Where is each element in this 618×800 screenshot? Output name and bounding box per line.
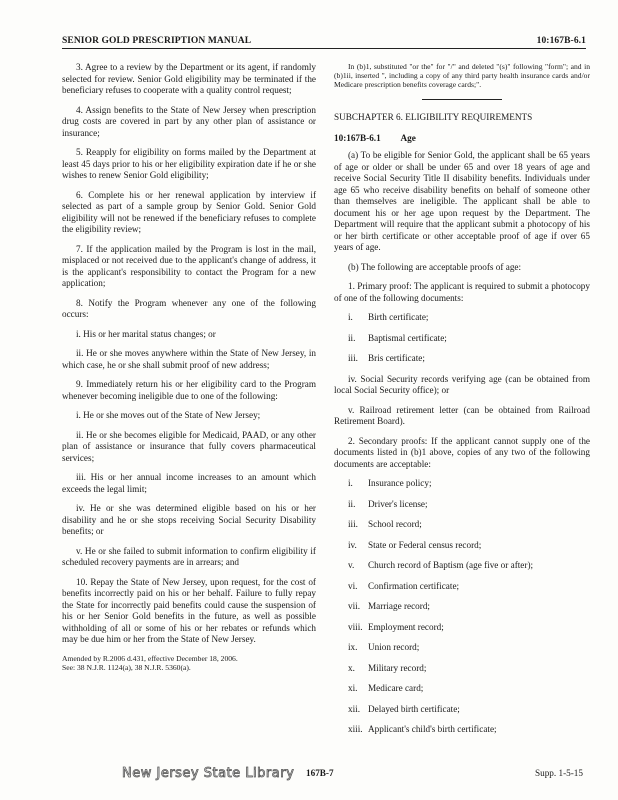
paragraph-6: 6. Complete his or her renewal application by interview if selected as part of a sample group by Senior Gold. Senior Gold eligibility will not be renewed if the beneficiary refuses to complete the eligibility review;: [62, 189, 316, 234]
supplement-date: Supp. 1-5-15: [535, 768, 583, 778]
section-reference: 10:167B-6.1: [536, 36, 586, 46]
list-item: ii. Baptismal certificate;: [348, 332, 447, 343]
primary-proof-v: v. Railroad retirement letter (can be obtained from Railroad Retirement Board).: [334, 404, 590, 426]
section-number: 10:167B-6.1: [334, 132, 381, 143]
paragraph-8: 8. Notify the Program whenever any one of the following occurs:: [62, 297, 316, 319]
left-column: [62, 62, 316, 672]
list-item: i. Birth certificate;: [348, 312, 429, 322]
list-item: ii. Driver's license;: [348, 498, 428, 509]
paragraph-3: 3. Agree to a review by the Department or its agent, if randomly selected for review. Senior Gold eligibility may be terminated if the beneficiary refuses to cooperate with a quality control request;: [62, 62, 316, 95]
paragraph-9-i: i. He or she moves out of the State of New Jersey;: [76, 410, 261, 420]
primary-proof-list: [334, 312, 590, 365]
list-item: vii. Marriage record;: [348, 601, 430, 611]
page-number: 167B-7: [306, 768, 334, 778]
primary-proof-iv: iv. Social Security records verifying age (can be obtained from local Social Security office); or: [334, 373, 590, 395]
paragraph-b: (b) The following are acceptable proofs of age:: [348, 261, 522, 272]
amendment-note: In (b)1, substituted "or the" for "/" and deleted "(s)" following "form"; and in (b)1ii, inserted ", including a copy of any third party health insurance cards and/or Medicare prescription benefits coverage cards;".: [334, 62, 590, 89]
list-item: viii. Employment record;: [348, 621, 444, 632]
paragraph-5: 5. Reapply for eligibility on forms mailed by the Department at least 45 days prior to his or her eligibility expiration date if he or she wishes to renew Senior Gold eligibility;: [62, 147, 316, 180]
subchapter-heading: SUBCHAPTER 6. ELIGIBILITY REQUIREMENTS: [334, 112, 533, 122]
library-watermark: New Jersey State Library: [122, 766, 295, 781]
list-item: xi. Medicare card;: [348, 683, 424, 693]
list-item: xii. Delayed birth certificate;: [348, 703, 460, 714]
running-header: [62, 36, 586, 49]
list-item: ix. Union record;: [348, 642, 420, 652]
paragraph-9: 9. Immediately return his or her eligibility card to the Program whenever becoming ineligible due to one of the following:: [62, 379, 316, 401]
list-item: xiii. Applicant's child's birth certificate;: [348, 724, 497, 734]
paragraph-9-iii: iii. His or her annual income increases to an amount which exceeds the legal limit;: [62, 472, 316, 494]
section-title: Age: [400, 132, 416, 143]
amendment-line: Amended by R.2006 d.431, effective December 18, 2006.: [62, 653, 238, 663]
paragraph-9-iv: iv. He or she was determined eligible based on his or her disability and he or she stops receiving Social Security Disability benefits; or: [62, 503, 316, 536]
paragraph-10: 10. Repay the State of New Jersey, upon request, for the cost of benefits incorrectly paid on his or her behalf. Failure to fully repay the State for incorrectly paid benefits could cause the suspension of his or her Senior Gold benefits in the future, as well as possible withholding of all or some of his or her rebates or refunds which may be due him or her from the State of New Jersey.: [62, 576, 316, 644]
secondary-proof-list: [334, 478, 590, 736]
list-item: vi. Confirmation certificate;: [348, 580, 460, 591]
paragraph-9-v: v. He or she failed to submit information to confirm eligibility if scheduled recovery payments are in arrears; and: [62, 545, 316, 567]
paragraph-8-i: i. His or her marital status changes; or: [76, 328, 216, 339]
citation-line: See: 38 N.J.R. 1124(a), 38 N.J.R. 5360(a).: [62, 662, 191, 672]
paragraph-7: 7. If the application mailed by the Program is lost in the mail, misplaced or not received due to the applicant's change of address, it is the applicant's responsibility to contact the Program for a new application;: [62, 243, 316, 288]
section-heading: [334, 133, 590, 145]
list-item: iii. School record;: [348, 519, 422, 529]
amendment-history: [62, 654, 316, 672]
secondary-proofs: 2. Secondary proofs: If the applicant cannot supply one of the documents listed in (b)1 above, copies of any two of the following documents are acceptable:: [334, 435, 590, 469]
paragraph-8-ii: ii. He or she moves anywhere within the State of New Jersey, in which case, he or she shall submit proof of new address;: [62, 348, 316, 370]
list-item: iii. Bris certificate;: [348, 353, 425, 363]
paragraph-4: 4. Assign benefits to the State of New Jersey when prescription drug costs are covered in part by any other plan of assistance or insurance;: [62, 104, 316, 138]
primary-proof: 1. Primary proof: The applicant is required to submit a photocopy of one of the following documents:: [334, 281, 590, 303]
manual-title: SENIOR GOLD PRESCRIPTION MANUAL: [62, 36, 252, 46]
paragraph-a: (a) To be eligible for Senior Gold, the applicant shall be 65 years of age or older or shall be under 65 and over 18 years of age and receive Social Security Title II disability benefits. Individuals under age 65 who receive disability benefits on behalf of someone other than themselves are ineligible. The applicant shall be able to document his or her age upon request by the Department. The Department will require that the applicant submit a photocopy of his or her birth certificate or other acceptable proof of age if over 65 years of age.: [334, 150, 590, 252]
list-item: iv. State or Federal census record;: [348, 539, 482, 550]
right-column: [334, 62, 590, 745]
section-divider: [422, 99, 502, 100]
list-item: x. Military record;: [348, 662, 427, 673]
paragraph-9-ii: ii. He or she becomes eligible for Medicaid, PAAD, or any other plan of assistance or insurance that fully covers pharmaceutical services;: [62, 429, 316, 463]
list-item: v. Church record of Baptism (age five or after);: [348, 560, 534, 570]
list-item: i. Insurance policy;: [348, 478, 432, 488]
